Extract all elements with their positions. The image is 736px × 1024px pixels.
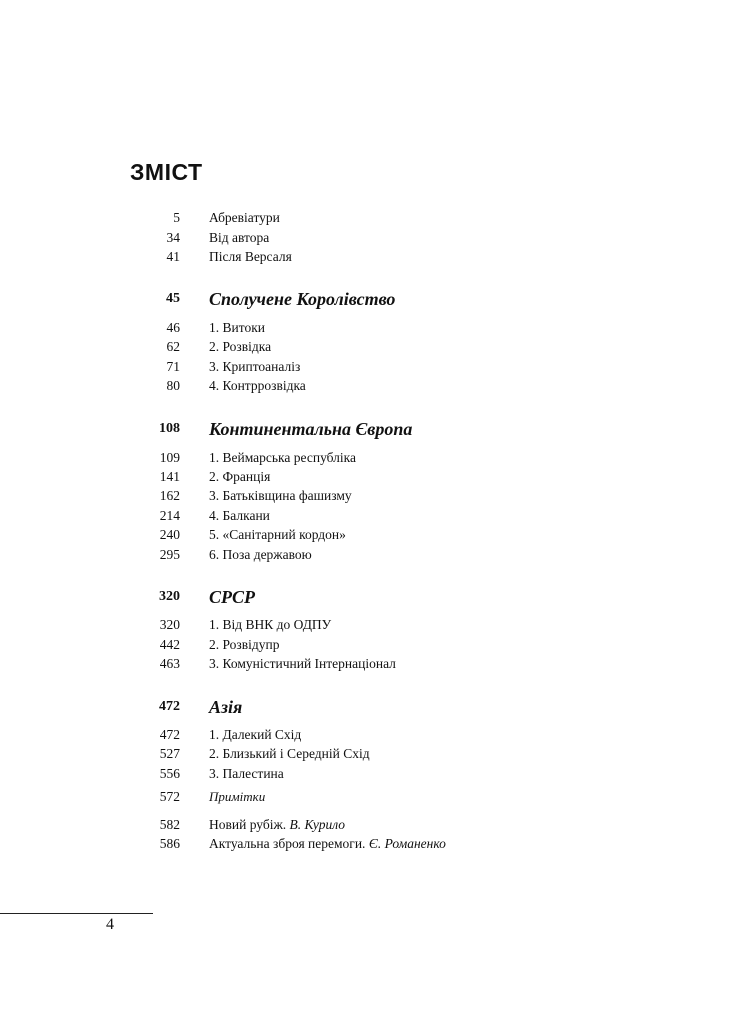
entry-page: 41 <box>166 249 180 264</box>
entry-title: 3. Криптоаналіз <box>209 359 301 374</box>
toc-entry[interactable] <box>0 318 736 338</box>
entry-page: 320 <box>159 617 180 632</box>
section-page: 45 <box>166 291 180 306</box>
page-title: ЗМІСТ <box>130 159 203 185</box>
entry-page: 240 <box>159 527 180 542</box>
entry-title: 1. Від ВНК до ОДПУ <box>209 617 332 632</box>
entry-page: 463 <box>159 656 180 671</box>
section-title: Континентальна Європа <box>209 419 413 439</box>
entry-page: 442 <box>159 637 180 652</box>
entry-title: 1. Витоки <box>209 320 265 335</box>
toc-entry[interactable] <box>0 448 736 468</box>
entry-title: 2. Розвідка <box>209 339 272 354</box>
toc-entry[interactable] <box>0 228 736 248</box>
toc-entry[interactable] <box>0 834 736 854</box>
entry-title <box>209 815 345 835</box>
section-page: 108 <box>159 421 180 436</box>
toc-entry[interactable] <box>0 654 736 674</box>
page-number: 4 <box>106 916 114 933</box>
entry-title: 3. Комуністичний Інтернаціонал <box>209 656 396 671</box>
entry-page: 46 <box>166 320 180 335</box>
entry-title: 5. «Санітарний кордон» <box>209 527 346 542</box>
entry-page: 556 <box>159 766 180 781</box>
toc-entry[interactable] <box>0 545 736 565</box>
toc-entry[interactable] <box>0 744 736 764</box>
entry-author: Є. Романенко <box>368 836 446 851</box>
entry-title: 4. Контррозвідка <box>209 378 306 393</box>
entry-text: Новий рубіж. <box>209 817 290 832</box>
entry-page: 572 <box>159 789 180 804</box>
toc-entry[interactable] <box>0 337 736 357</box>
entry-title: 3. Батьківщина фашизму <box>209 488 352 503</box>
toc-section-heading[interactable] <box>0 289 736 309</box>
toc-entry[interactable] <box>0 357 736 377</box>
entry-title: Примітки <box>209 789 266 804</box>
toc-entry[interactable] <box>0 486 736 506</box>
entry-title: 2. Близький і Середній Схід <box>209 746 370 761</box>
entry-title: 2. Розвідупр <box>209 637 280 652</box>
section-title: Азія <box>209 697 243 717</box>
toc-entry[interactable] <box>0 815 736 835</box>
entry-page: 141 <box>159 469 180 484</box>
toc-entry[interactable] <box>0 615 736 635</box>
toc-entry[interactable] <box>0 635 736 655</box>
toc-entry[interactable] <box>0 506 736 526</box>
entry-page: 586 <box>159 836 180 851</box>
section-page: 472 <box>159 699 180 714</box>
toc-entry[interactable] <box>0 467 736 487</box>
entry-title: 2. Франція <box>209 469 271 484</box>
entry-page: 214 <box>159 508 180 523</box>
section-title: СРСР <box>209 587 256 607</box>
entry-text: Актуальна зброя перемоги. <box>209 836 369 851</box>
toc-entry-notes[interactable] <box>0 787 736 807</box>
toc-entry[interactable] <box>0 208 736 228</box>
toc-section-heading[interactable] <box>0 697 736 717</box>
entry-page: 5 <box>173 210 180 225</box>
entry-page: 527 <box>159 746 180 761</box>
toc-entry[interactable] <box>0 764 736 784</box>
entry-title: 1. Далекий Схід <box>209 727 302 742</box>
toc-entry[interactable] <box>0 725 736 745</box>
toc-section-heading[interactable] <box>0 419 736 439</box>
entry-title: Після Версаля <box>209 249 292 264</box>
entry-author: В. Курило <box>289 817 346 832</box>
entry-page: 582 <box>159 817 180 832</box>
entry-title: Абревіатури <box>209 210 280 225</box>
entry-page: 34 <box>166 230 180 245</box>
entry-page: 71 <box>166 359 180 374</box>
entry-page: 162 <box>159 488 180 503</box>
section-title: Сполучене Королівство <box>209 289 396 309</box>
entry-page: 472 <box>159 727 180 742</box>
entry-title: 6. Поза державою <box>209 547 312 562</box>
toc-entry[interactable] <box>0 525 736 545</box>
entry-title: 3. Палестина <box>209 766 284 781</box>
entry-page: 109 <box>159 450 180 465</box>
toc-entry[interactable] <box>0 247 736 267</box>
entry-page: 62 <box>166 339 180 354</box>
section-page: 320 <box>159 589 180 604</box>
toc-section-heading[interactable] <box>0 587 736 607</box>
entry-page: 80 <box>166 378 180 393</box>
toc-entry[interactable] <box>0 376 736 396</box>
footer-divider <box>0 913 153 914</box>
entry-title: 1. Веймарська республіка <box>209 450 357 465</box>
entry-title: Від автора <box>209 230 270 245</box>
entry-page: 295 <box>159 547 180 562</box>
entry-title <box>209 834 446 854</box>
entry-title: 4. Балкани <box>209 508 270 523</box>
